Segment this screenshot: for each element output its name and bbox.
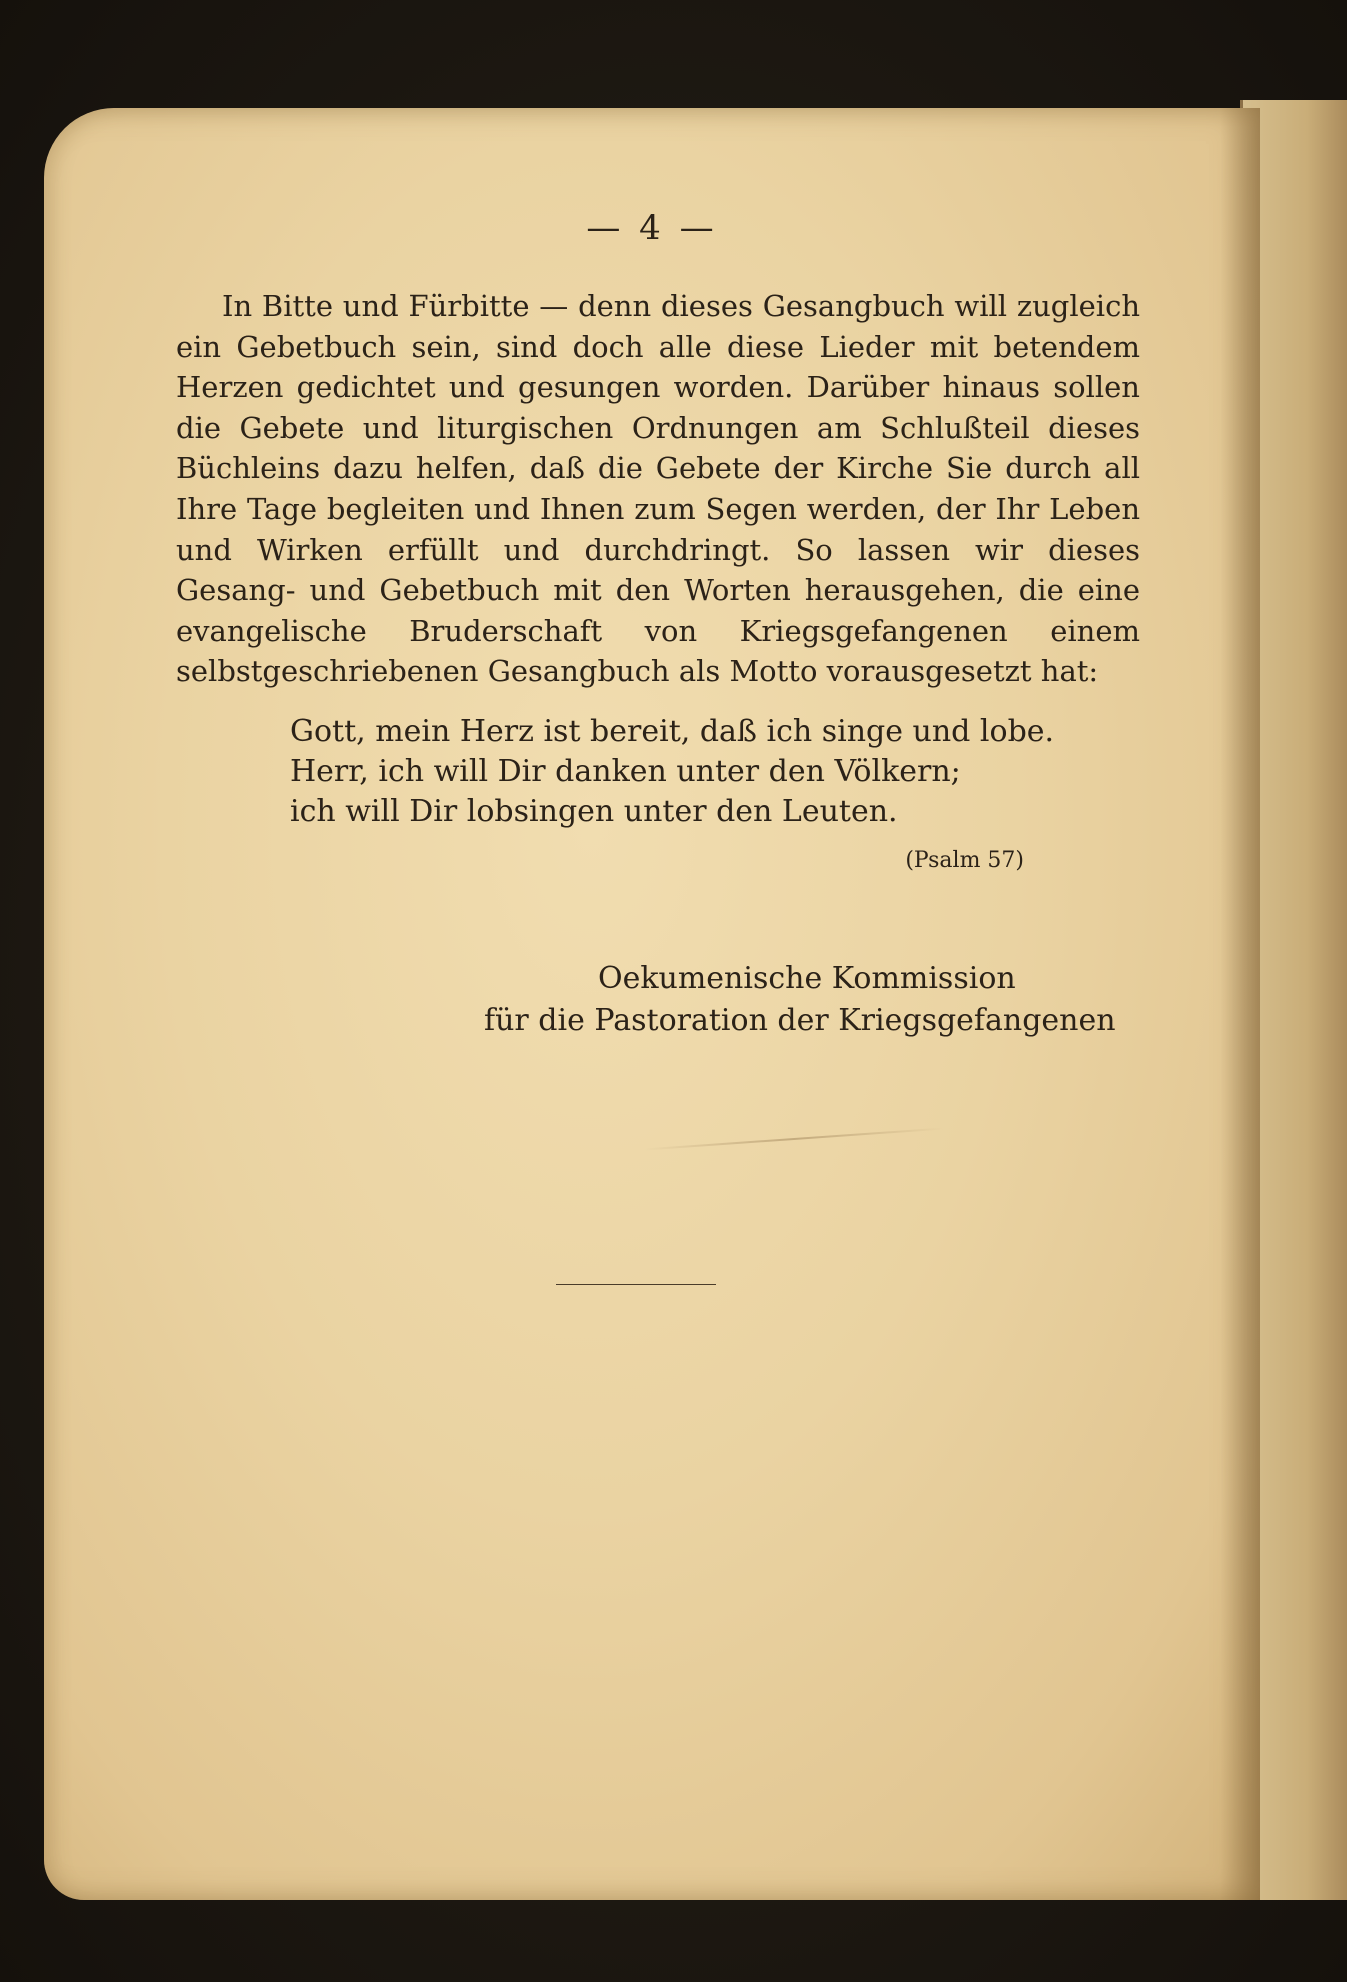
signature-organization: Oekumenische Kommission	[598, 961, 1016, 996]
section-divider	[556, 1284, 716, 1285]
verse-line: Gott, mein Herz ist bereit, daß ich singe und lobe.	[290, 714, 1055, 749]
verse-line: Herr, ich will Dir danken unter den Völkern;	[290, 754, 961, 789]
body-paragraph: In Bitte und Fürbitte — denn dieses Gesangbuch will zugleich ein Gebetbuch sein, sind doch alle diese Lieder mit betendem Herzen gedichtet und gesungen worden. Darüber hinaus sollen die Gebete und liturgischen Ordnungen am Schlußteil dieses Büchleins dazu helfen, daß die Gebete der Kirche Sie durch all Ihre Tage begleiten und Ihnen zum Segen werden, der Ihr Leben und Wirken erfüllt und durchdringt. So lassen wir dieses Gesang- und Gebetbuch mit den Worten herausgehen, die eine evangelische Bruderschaft von Kriegsgefangenen einem selbstgeschriebenen Gesangbuch als Motto vorausgesetzt hat:	[176, 289, 1140, 689]
book-page	[44, 108, 1260, 1900]
page-number: — 4 —	[586, 208, 718, 248]
psalm-verse	[290, 712, 1110, 832]
verse-line: ich will Dir lobsingen unter den Leuten.	[290, 794, 898, 829]
page-gutter-shadow	[1220, 108, 1260, 1900]
signature-subtitle: für die Pastoration der Kriegsgefangenen	[484, 1003, 1116, 1038]
verse-reference: (Psalm 57)	[905, 848, 1024, 873]
paper-crease	[644, 1128, 943, 1151]
signature-block	[484, 958, 1164, 1042]
